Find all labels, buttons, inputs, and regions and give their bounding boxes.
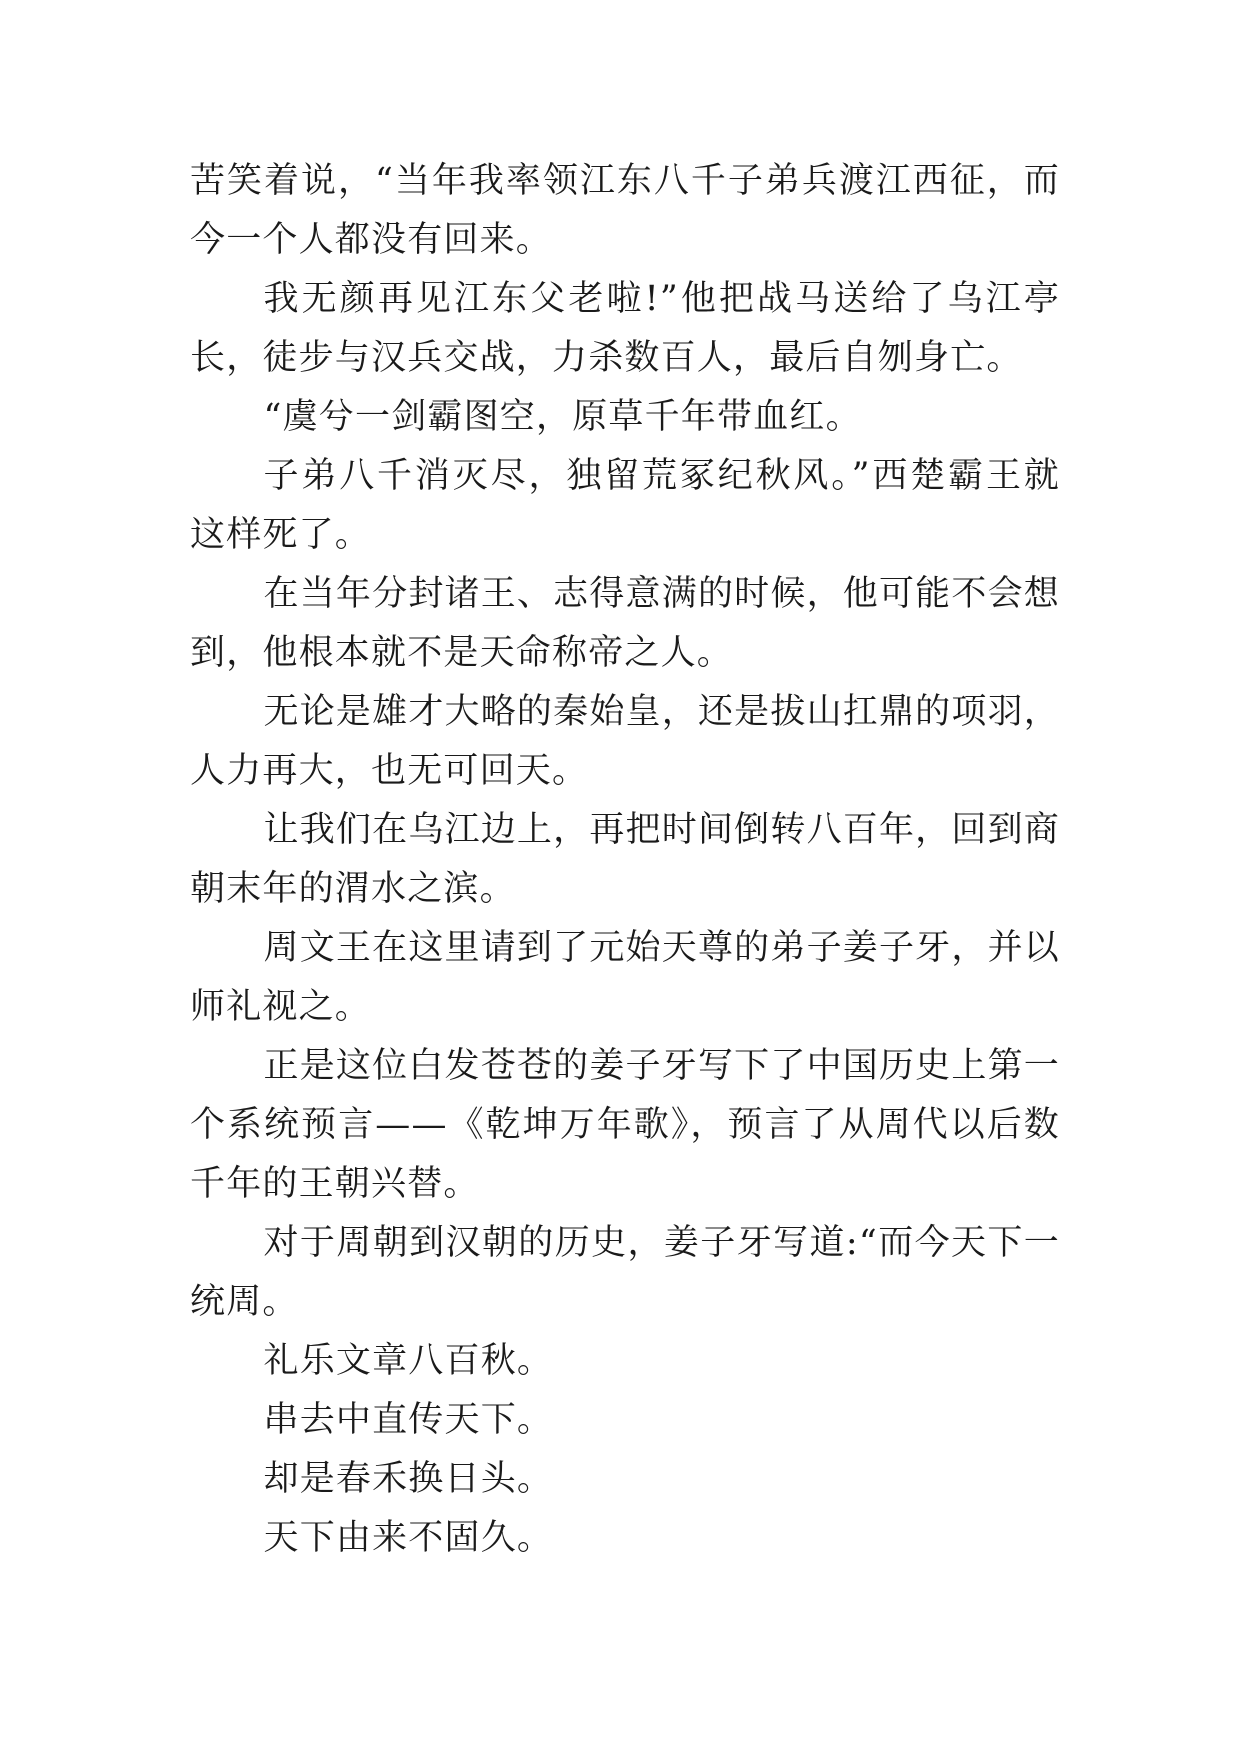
poem-line: 礼乐文章八百秋。 bbox=[263, 1341, 554, 1381]
paragraph: 让我们在乌江边上，再把时间倒转八百年，回到商朝末年的渭水之滨。 bbox=[190, 810, 1060, 909]
poem-line: 天下由来不固久。 bbox=[263, 1518, 554, 1558]
poem-line: 串去中直传天下。 bbox=[263, 1400, 554, 1440]
paragraph: 无论是雄才大略的秦始皇，还是拔山扛鼎的项羽，人力再大，也无可回天。 bbox=[190, 692, 1060, 791]
paragraph: 周文王在这里请到了元始天尊的弟子姜子牙，并以师礼视之。 bbox=[190, 928, 1060, 1027]
paragraph: “虞兮一剑霸图空，原草千年带血红。 bbox=[263, 397, 862, 437]
paragraph: 在当年分封诸王、志得意满的时候，他可能不会想到，他根本就不是天命称帝之人。 bbox=[190, 574, 1060, 673]
document-body bbox=[190, 152, 1060, 1568]
paragraph: 对于周朝到汉朝的历史，姜子牙写道:“而今天下一统周。 bbox=[190, 1223, 1060, 1322]
paragraph: 我无颜再见江东父老啦!”他把战马送给了乌江亭长，徒步与汉兵交战，力杀数百人，最后自刎身亡。 bbox=[190, 279, 1060, 378]
paragraph: 正是这位白发苍苍的姜子牙写下了中国历史上第一个系统预言——《乾坤万年歌》，预言了从周代以后数千年的王朝兴替。 bbox=[190, 1046, 1060, 1204]
paragraph: 子弟八千消灭尽，独留荒冢纪秋风。”西楚霸王就这样死了。 bbox=[190, 456, 1060, 555]
paragraph: 苦笑着说，“当年我率领江东八千子弟兵渡江西征，而今一个人都没有回来。 bbox=[190, 161, 1060, 260]
poem-line: 却是春禾换日头。 bbox=[263, 1459, 554, 1499]
